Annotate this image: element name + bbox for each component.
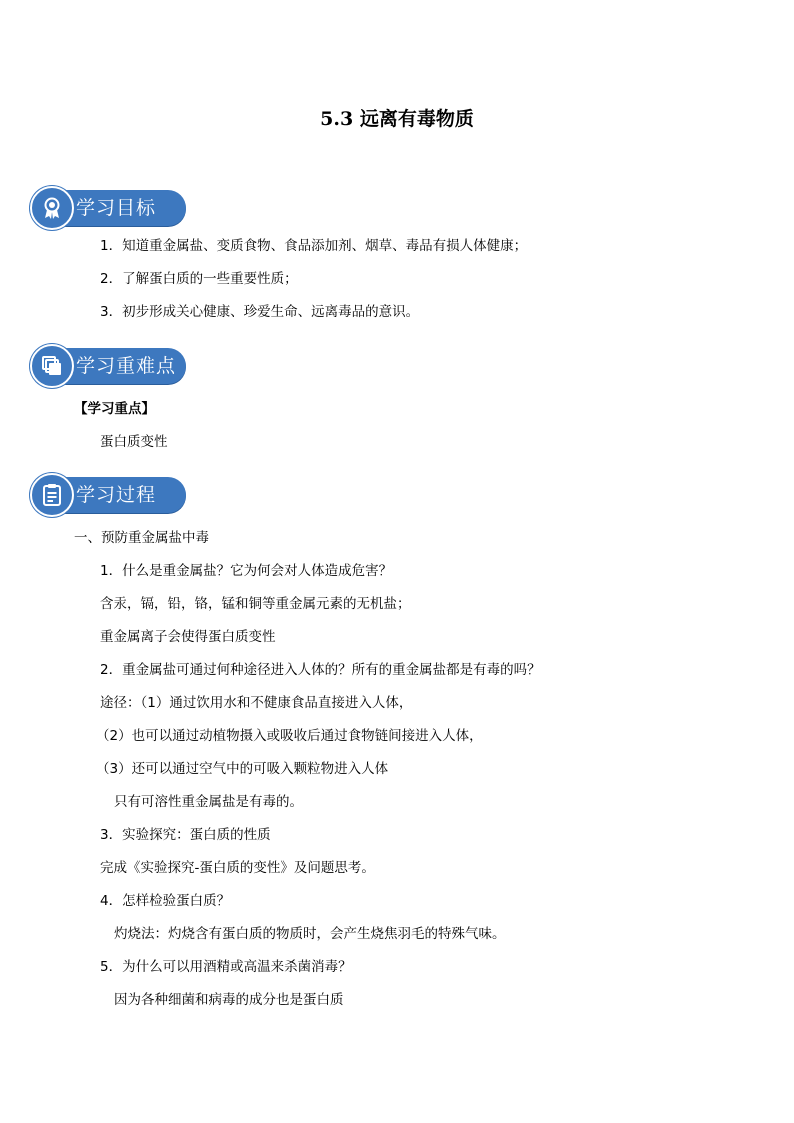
process-line: 4．怎样检验蛋白质？ [100,893,231,909]
process-line: 2．重金属盐可通过何种途径进入人体的？所有的重金属盐都是有毒的吗？ [100,662,541,678]
folders-icon [30,344,74,388]
process-line: 只有可溶性重金属盐是有毒的。 [114,794,303,810]
section-label: 学习重难点 [76,355,177,377]
process-line: 1．什么是重金属盐？它为何会对人体造成危害？ [100,563,393,579]
objective-item: 2．了解蛋白质的一些重要性质； [100,271,298,287]
process-line: 含汞，镉，铅，铬，锰和铜等重金属元素的无机盐； [100,596,411,612]
objective-item: 1．知道重金属盐、变质食物、食品添加剂、烟草、毒品有损人体健康； [100,238,528,254]
section-banner-process [30,473,186,517]
objective-item: 3．初步形成关心健康、珍爱生命、远离毒品的意识。 [100,304,420,320]
process-line: 一、预防重金属盐中毒 [74,530,209,546]
process-line: 3．实验探究：蛋白质的性质 [100,827,271,843]
section-label: 学习过程 [76,484,157,506]
key-point-heading: 【学习重点】 [74,401,155,417]
process-line: 完成《实验探究-蛋白质的变性》及问题思考。 [100,860,375,876]
section-label: 学习目标 [76,197,157,219]
section-banner-key-points [30,344,186,388]
process-line: 灼烧法：灼烧含有蛋白质的物质时，会产生烧焦羽毛的特殊气味。 [114,926,506,942]
process-line: （3）还可以通过空气中的可吸入颗粒物进入人体 [96,761,389,777]
process-line: 重金属离子会使得蛋白质变性 [100,629,276,645]
award-icon [30,186,74,230]
clipboard-icon [30,473,74,517]
process-line: 5．为什么可以用酒精或高温来杀菌消毒？ [100,959,352,975]
process-line: （2）也可以通过动植物摄入或吸收后通过食物链间接进入人体， [96,728,483,744]
process-line: 途径：（1）通过饮用水和不健康食品直接进入人体， [100,695,413,711]
process-line: 因为各种细菌和病毒的成分也是蛋白质 [114,992,344,1008]
key-point-text: 蛋白质变性 [100,434,168,450]
page-title: 5.3 远离有毒物质 [320,108,474,130]
section-banner-objectives [30,186,186,230]
